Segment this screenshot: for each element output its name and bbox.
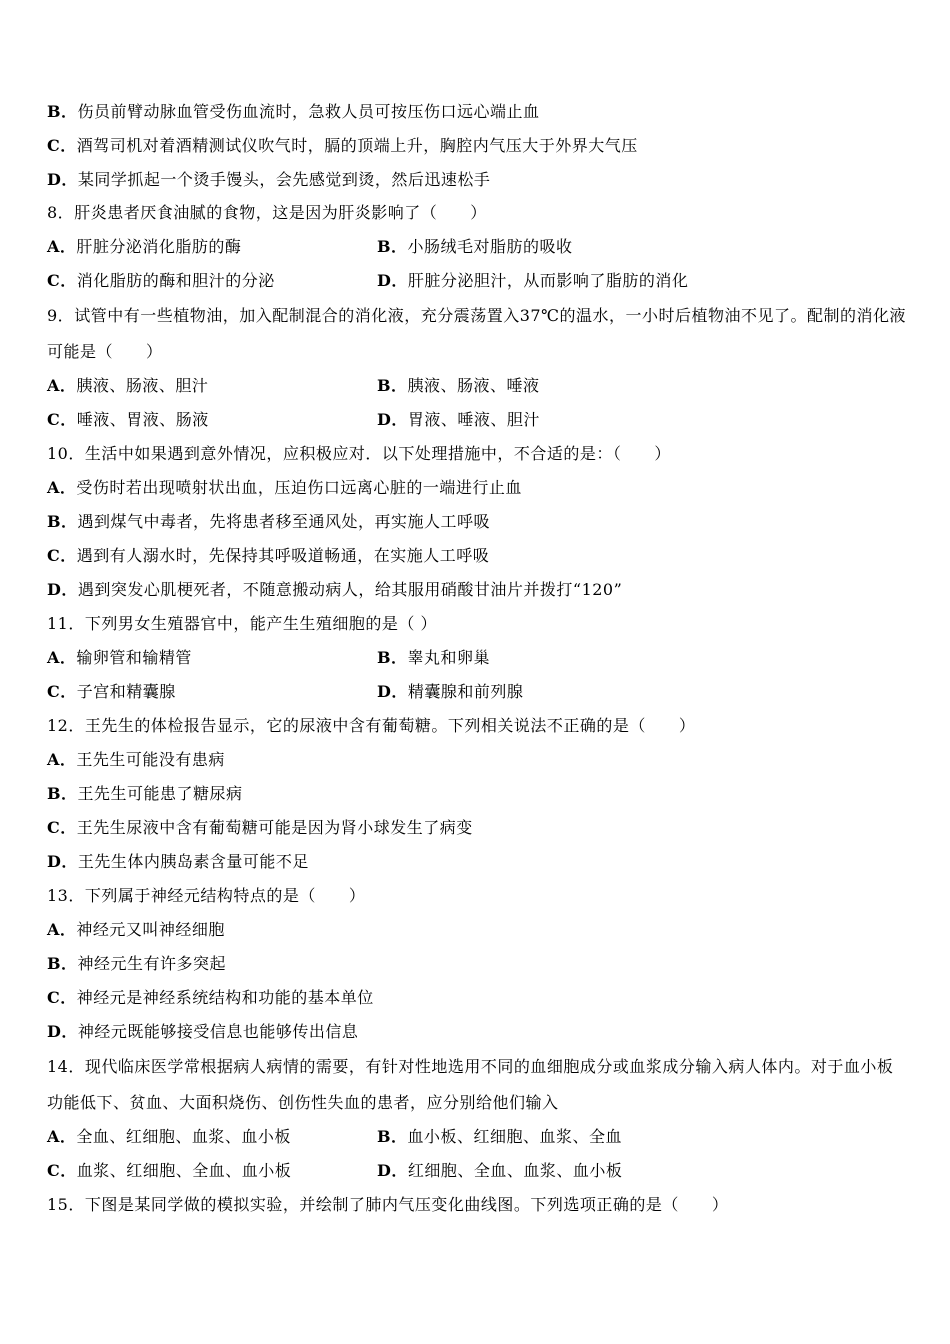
q12-stem: [47, 716, 695, 736]
option-label: B．: [47, 512, 78, 531]
option-text: 王先生可能患了糖尿病: [77, 784, 243, 803]
q11-option-b: [377, 648, 490, 668]
q10-stem: [47, 444, 671, 464]
q8-option-a: [47, 237, 241, 257]
option-text: 王先生尿液中含有葡萄糖可能是因为肾小球发生了病变: [76, 818, 473, 837]
q13-option-c: [47, 988, 374, 1008]
q13-option-d: [47, 1022, 358, 1042]
question-text: 王先生的体检报告显示，它的尿液中含有葡萄糖。下列相关说法不正确的是（ ）: [84, 716, 696, 735]
q8-option-d: [377, 271, 688, 291]
q11-option-d: [377, 682, 523, 702]
question-number: 11．: [47, 614, 85, 633]
option-text: 全血、红细胞、血浆、血小板: [76, 1127, 291, 1146]
q8-stem: [47, 203, 487, 223]
option-label: C．: [47, 682, 77, 701]
q12-option-a: [47, 750, 225, 770]
option-text: 胃液、唾液、胆汁: [407, 410, 540, 429]
option-label: A．: [47, 376, 77, 395]
option-label: B．: [47, 784, 78, 803]
option-label: C．: [47, 818, 77, 837]
q9-stem-line2: [47, 342, 163, 362]
option-text: 神经元是神经系统结构和功能的基本单位: [76, 988, 374, 1007]
option-label: C．: [47, 410, 77, 429]
q10-option-b: [47, 512, 490, 532]
q10-option-c: [47, 546, 489, 566]
q13-option-a: [47, 920, 225, 940]
question-number: 10．: [47, 444, 85, 463]
q14-option-d: [377, 1161, 622, 1181]
option-label: D．: [377, 271, 408, 290]
option-text: 睾丸和卵巢: [407, 648, 491, 667]
q12-option-d: [47, 852, 309, 872]
question-text: 功能低下、贫血、大面积烧伤、创伤性失血的患者，应分别给他们输入: [47, 1093, 559, 1112]
question-text: 下图是某同学做的模拟实验，并绘制了肺内气压变化曲线图。下列选项正确的是（ ）: [84, 1195, 729, 1214]
q8-option-c: [47, 271, 275, 291]
option-label: D．: [47, 1022, 78, 1041]
option-text: 子宫和精囊腺: [76, 682, 176, 701]
option-text: 红细胞、全血、血浆、血小板: [407, 1161, 623, 1180]
q12-option-c: [47, 818, 473, 838]
option-label: A．: [47, 237, 77, 256]
option-text: 消化脂肪的酶和胆汁的分泌: [76, 271, 275, 290]
option-text: 遇到突发心肌梗死者，不随意搬动病人，给其服用硝酸甘油片并拨打“120”: [77, 580, 623, 599]
option-text: 遇到有人溺水时，先保持其呼吸道畅通，在实施人工呼吸: [76, 546, 490, 565]
option-label: D．: [47, 170, 78, 189]
option-label: A．: [47, 1127, 77, 1146]
q7-option-d: [47, 170, 490, 190]
option-text: 受伤时若出现喷射状出血，压迫伤口远离心脏的一端进行止血: [76, 478, 522, 497]
option-label: B．: [47, 102, 78, 121]
question-text: 肝炎患者厌食油腻的食物，这是因为肝炎影响了（ ）: [74, 203, 487, 222]
option-text: 肝脏分泌胆汁，从而影响了脂肪的消化: [407, 271, 689, 290]
q7-option-b: [47, 102, 540, 122]
option-text: 酒驾司机对着酒精测试仪吹气时，膈的顶端上升，胸腔内气压大于外界大气压: [76, 136, 638, 155]
question-text: 现代临床医学常根据病人病情的需要，有针对性地选用不同的血细胞成分或血浆成分输入病人体内。对于血小板: [84, 1057, 894, 1076]
question-number: 13．: [47, 886, 85, 905]
question-number: 15．: [47, 1195, 85, 1214]
q9-option-c: [47, 410, 209, 430]
option-text: 王先生可能没有患病: [76, 750, 225, 769]
q14-stem-line2: [47, 1093, 559, 1113]
option-label: D．: [377, 1161, 408, 1180]
option-label: D．: [377, 682, 408, 701]
q14-option-a: [47, 1127, 291, 1147]
option-text: 遇到煤气中毒者，先将患者移至通风处，再实施人工呼吸: [77, 512, 491, 531]
q10-option-d: [47, 580, 622, 600]
question-text: 下列男女生殖器官中，能产生生殖细胞的是（ ）: [84, 614, 437, 633]
q15-stem: [47, 1195, 728, 1215]
option-label: B．: [47, 954, 78, 973]
option-label: C．: [47, 988, 77, 1007]
option-label: C．: [47, 136, 77, 155]
option-text: 王先生体内胰岛素含量可能不足: [77, 852, 309, 871]
q7-option-c: [47, 136, 638, 156]
option-text: 血小板、红细胞、血浆、全血: [407, 1127, 623, 1146]
option-text: 小肠绒毛对脂肪的吸收: [407, 237, 573, 256]
q13-stem: [47, 886, 365, 906]
option-text: 血浆、红细胞、全血、血小板: [76, 1161, 292, 1180]
option-text: 精囊腺和前列腺: [407, 682, 524, 701]
option-label: D．: [47, 580, 78, 599]
option-text: 输卵管和输精管: [76, 648, 192, 667]
option-label: A．: [47, 920, 77, 939]
option-label: A．: [47, 750, 77, 769]
q9-option-a: [47, 376, 208, 396]
option-text: 伤员前臂动脉血管受伤血流时，急救人员可按压伤口远心端止血: [77, 102, 540, 121]
question-number: 8．: [47, 203, 75, 222]
option-text: 神经元又叫神经细胞: [76, 920, 225, 939]
option-text: 胰液、肠液、胆汁: [76, 376, 209, 395]
q11-option-a: [47, 648, 192, 668]
option-text: 某同学抓起一个烫手馒头，会先感觉到烫，然后迅速松手: [77, 170, 491, 189]
option-label: B．: [377, 376, 408, 395]
q9-option-d: [377, 410, 540, 430]
option-text: 唾液、胃液、肠液: [76, 410, 209, 429]
option-text: 肝脏分泌消化脂肪的酶: [76, 237, 242, 256]
question-text: 试管中有一些植物油，加入配制混合的消化液，充分震荡置入37℃的温水，一小时后植物油不见了。配制的消化液: [74, 306, 906, 325]
question-number: 12．: [47, 716, 85, 735]
option-label: C．: [47, 546, 77, 565]
question-text: 生活中如果遇到意外情况，应积极应对．以下处理措施中，不合适的是：（ ）: [84, 444, 671, 463]
option-label: A．: [47, 478, 77, 497]
q14-option-c: [47, 1161, 291, 1181]
option-text: 神经元既能够接受信息也能够传出信息: [77, 1022, 359, 1041]
option-text: 神经元生有许多突起: [77, 954, 227, 973]
q11-stem: [47, 614, 437, 634]
question-number: 14．: [47, 1057, 85, 1076]
option-label: D．: [47, 852, 78, 871]
option-label: D．: [377, 410, 408, 429]
q12-option-b: [47, 784, 243, 804]
option-label: C．: [47, 1161, 77, 1180]
q14-stem-line1: [47, 1057, 893, 1077]
q9-stem-line1: [47, 306, 906, 326]
option-label: B．: [377, 1127, 408, 1146]
option-label: A．: [47, 648, 77, 667]
q13-option-b: [47, 954, 226, 974]
option-label: B．: [377, 237, 408, 256]
question-text: 可能是（ ）: [47, 342, 163, 361]
q9-option-b: [377, 376, 540, 396]
q14-option-b: [377, 1127, 622, 1147]
option-text: 胰液、肠液、唾液: [407, 376, 540, 395]
q8-option-b: [377, 237, 573, 257]
q11-option-c: [47, 682, 176, 702]
option-label: B．: [377, 648, 408, 667]
option-label: C．: [47, 271, 77, 290]
q10-option-a: [47, 478, 522, 498]
question-number: 9．: [47, 306, 75, 325]
question-text: 下列属于神经元结构特点的是（ ）: [84, 886, 366, 905]
